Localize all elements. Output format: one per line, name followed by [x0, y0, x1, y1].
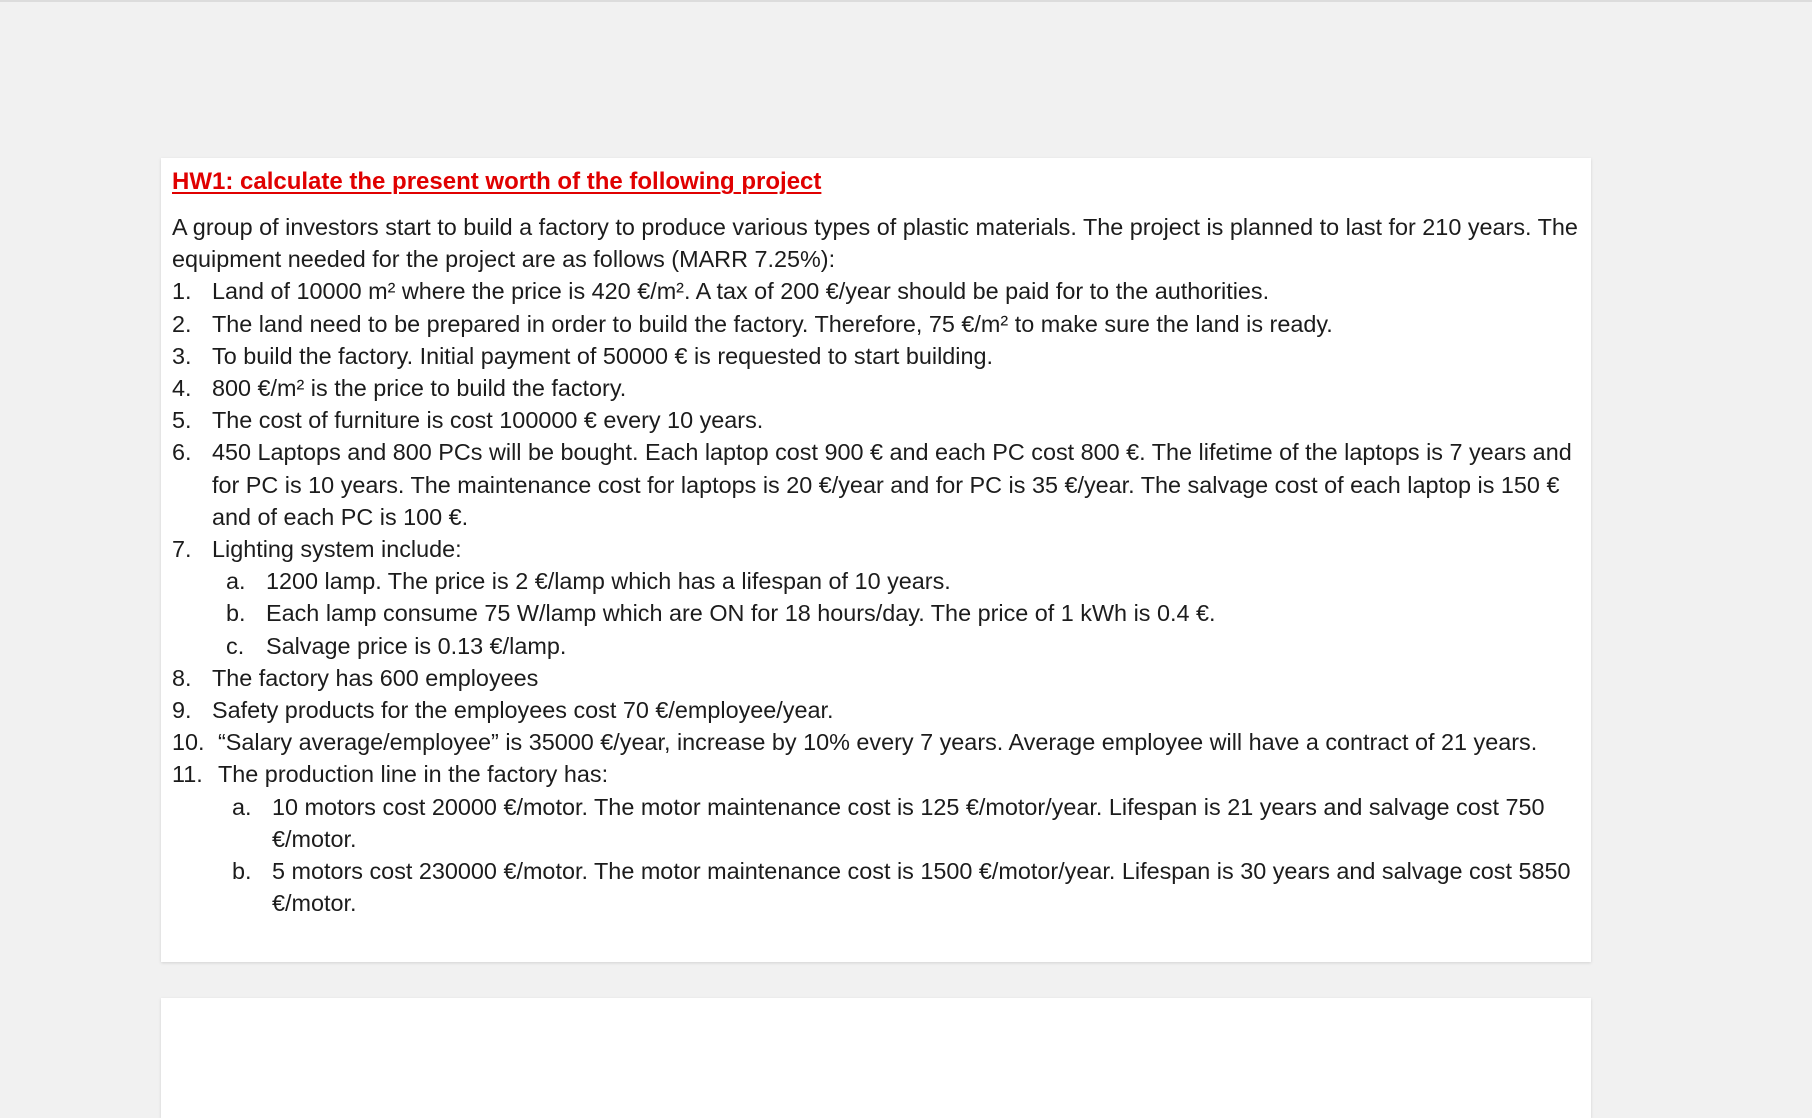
list-item — [172, 404, 1587, 436]
item-text: Safety products for the employees cost 70 €/employee/year. — [212, 697, 834, 724]
sub-list-item — [226, 630, 1587, 662]
sub-item-text: 10 motors cost 20000 €/motor. The motor maintenance cost is 125 €/motor/year. Lifespan is 21 years and salvage cost 750 €/motor. — [272, 793, 1545, 852]
document-page-1 — [161, 158, 1591, 962]
item-text: Lighting system include: — [212, 536, 462, 563]
item-number: 4. — [172, 375, 192, 402]
list-item — [172, 533, 1587, 662]
sub-item-letter: a. — [226, 568, 246, 595]
list-item — [172, 372, 1587, 404]
sub-item-letter: c. — [226, 632, 245, 659]
item-text: The cost of furniture is cost 100000 € every 10 years. — [212, 407, 764, 434]
homework-title: HW1: calculate the present worth of the following project — [172, 168, 822, 195]
sub-list-item — [232, 855, 1587, 919]
list-item — [172, 340, 1587, 372]
sub-item-text: 1200 lamp. The price is 2 €/lamp which has a lifespan of 10 years. — [266, 568, 951, 595]
item-number: 9. — [172, 697, 192, 724]
sub-list-item — [226, 565, 1587, 597]
item-number: 10. — [172, 729, 205, 756]
item-number: 7. — [172, 536, 192, 563]
sub-item-text: Each lamp consume 75 W/lamp which are ON for 18 hours/day. The price of 1 kWh is 0.4 €. — [266, 600, 1216, 627]
item-number: 1. — [172, 278, 192, 305]
list-item — [172, 436, 1587, 533]
sub-item-text: Salvage price is 0.13 €/lamp. — [266, 632, 567, 659]
item-number: 11. — [172, 761, 203, 788]
list-item — [172, 726, 1587, 758]
sub-list-item — [232, 791, 1587, 855]
item-text: The factory has 600 employees — [212, 664, 539, 691]
sub-item-letter: b. — [226, 600, 246, 627]
sub-list-item — [226, 597, 1587, 629]
item-text: 800 €/m² is the price to build the factory. — [212, 375, 627, 402]
item-number: 3. — [172, 342, 192, 369]
intro-paragraph: A group of investors start to build a factory to produce various types of plastic materials. The project is planned to last for 210 years. The equipment needed for the project are as follows (MARR 7.25%): — [172, 214, 1578, 273]
list-item — [172, 694, 1587, 726]
item-text: “Salary average/employee” is 35000 €/year, increase by 10% every 7 years. Average employee will have a contract of 21 years. — [218, 729, 1538, 756]
list-item — [172, 275, 1587, 307]
item-number: 2. — [172, 310, 192, 337]
sub-item-letter: a. — [232, 793, 252, 820]
item-text: The production line in the factory has: — [218, 761, 609, 788]
list-item — [172, 662, 1587, 694]
list-item — [172, 758, 1587, 919]
item-text: The land need to be prepared in order to build the factory. Therefore, 75 €/m² to make sure the land is ready. — [212, 310, 1333, 337]
requirements-list — [172, 275, 1587, 919]
item-text: Land of 10000 m² where the price is 420 €/m². A tax of 200 €/year should be paid for to the authorities. — [212, 278, 1270, 305]
sub-list — [212, 565, 1587, 662]
item-number: 8. — [172, 664, 192, 691]
item-number: 6. — [172, 439, 192, 466]
list-item — [172, 308, 1587, 340]
viewer-top-edge — [0, 0, 1812, 2]
item-text: To build the factory. Initial payment of 50000 € is requested to start building. — [212, 342, 994, 369]
sub-item-letter: b. — [232, 858, 252, 885]
item-text: 450 Laptops and 800 PCs will be bought. Each laptop cost 900 € and each PC cost 800 €. The lifetime of the laptops is 7 years and for PC is 10 years. The maintenance cost for laptops is 20 €/year and for PC is 35 €/year. The salvage cost of each laptop is 150 € and of each PC is 100 €. — [212, 439, 1572, 530]
page-content — [172, 166, 1587, 919]
sub-list — [218, 791, 1587, 920]
document-page-2 — [161, 998, 1591, 1118]
sub-item-text: 5 motors cost 230000 €/motor. The motor maintenance cost is 1500 €/motor/year. Lifespan is 30 years and salvage cost 5850 €/motor. — [272, 858, 1571, 917]
item-number: 5. — [172, 407, 192, 434]
